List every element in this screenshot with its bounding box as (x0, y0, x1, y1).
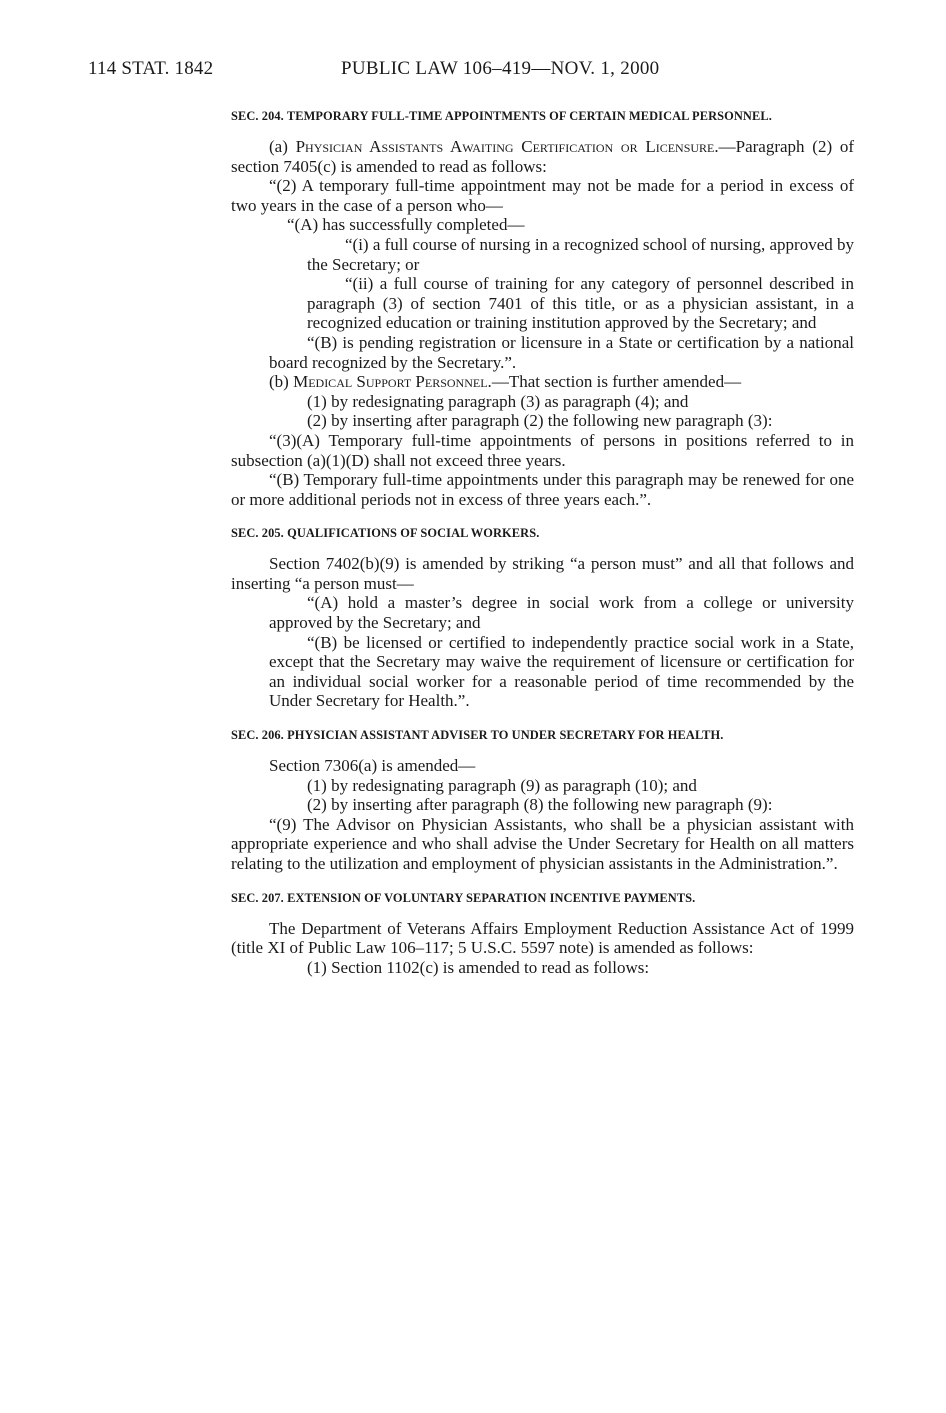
amendment-2: (2) by inserting after paragraph (2) the following new paragraph (3): (307, 411, 773, 431)
section-205-intro: Section 7402(b)(9) is amended by striking “a person must” and all that follows and inserting “a person must— (231, 554, 854, 593)
section-206-intro: Section 7306(a) is amended— (269, 756, 476, 776)
subsection-a-text: —Paragraph (2) of section 7405(c) is amended to read as follows: (231, 137, 854, 176)
statute-citation: 114 STAT. 1842 (88, 58, 214, 79)
section-206-amendment-1: (1) by redesignating paragraph (9) as paragraph (10); and (307, 775, 697, 795)
new-paragraph-9: “(9) The Advisor on Physician Assistants, who shall be a physician assistant with appropriate experience and who shall advise the Under Secretary for Health on all matters relating to the utilization and employment of physician assistants in the Administration.”. (231, 814, 854, 873)
subparagraph-a: “(A) has successfully completed— (287, 215, 525, 235)
running-header (88, 58, 858, 88)
subsection-b-caption: Medical Support Personnel. (293, 372, 492, 392)
section-206-amendment-2: (2) by inserting after paragraph (8) the following new paragraph (9): (307, 795, 773, 815)
subsection-b-label: (b) (269, 372, 294, 392)
subsection-b-text: —That section is further amended— (491, 372, 742, 392)
new-paragraph-3a: “(3)(A) Temporary full-time appointments of persons in positions referred to in subsection (a)(1)(D) shall not exceed three years. (231, 430, 854, 470)
section-207-amendment-1: (1) Section 1102(c) is amended to read as follows: (307, 957, 650, 977)
section-206-heading: SEC. 206. PHYSICIAN ASSISTANT ADVISER TO UNDER SECRETARY FOR HEALTH. (231, 728, 724, 743)
public-law-citation: PUBLIC LAW 106–419—NOV. 1, 2000 (341, 58, 660, 79)
clause-i: “(i) a full course of nursing in a recognized school of nursing, approved by the Secretary; or (307, 234, 854, 274)
subsection-a-caption: Physician Assistants Awaiting Certification or Licensure. (295, 137, 719, 156)
section-205-heading: SEC. 205. QUALIFICATIONS OF SOCIAL WORKERS. (231, 526, 540, 541)
section-204-heading: SEC. 204. TEMPORARY FULL-TIME APPOINTMENTS OF CERTAIN MEDICAL PERSONNEL. (231, 109, 772, 123)
subsection-b (231, 372, 854, 392)
subparagraph-b: “(B) is pending registration or licensure in a State or certification by a national board recognized by the Secretary.”. (269, 332, 854, 372)
section-207-intro: The Department of Veterans Affairs Employment Reduction Assistance Act of 1999 (title XI of Public Law 106–117; 5 U.S.C. 5597 note) is amended as follows: (231, 918, 854, 958)
amendment-1: (1) by redesignating paragraph (3) as paragraph (4); and (307, 391, 689, 411)
subsection-a (231, 137, 854, 176)
subsection-a-label: (a) (269, 137, 296, 156)
section-205-subparagraph-b: “(B) be licensed or certified to independently practice social work in a State, except that the Secretary may waive the requirement of licensure or certification for an individual social worker for a reasonable period of time recommended by the Under Secretary for Health.”. (269, 632, 854, 711)
section-205-subparagraph-a: “(A) hold a master’s degree in social work from a college or university approved by the Secretary; and (269, 593, 854, 633)
clause-ii: “(ii) a full course of training for any category of personnel described in paragraph (3) of section 7401 of this title, or as a physician assistant, in a recognized education or training institution approved by the Secretary; and (307, 274, 854, 333)
new-paragraph-3b: “(B) Temporary full-time appointments under this paragraph may be renewed for one or more additional periods not in excess of three years each.”. (231, 470, 854, 509)
paragraph-2: “(2) A temporary full-time appointment may not be made for a period in excess of two years in the case of a person who— (231, 176, 854, 215)
section-207-heading: SEC. 207. EXTENSION OF VOLUNTARY SEPARATION INCENTIVE PAYMENTS. (231, 890, 696, 905)
document-body (231, 107, 854, 977)
